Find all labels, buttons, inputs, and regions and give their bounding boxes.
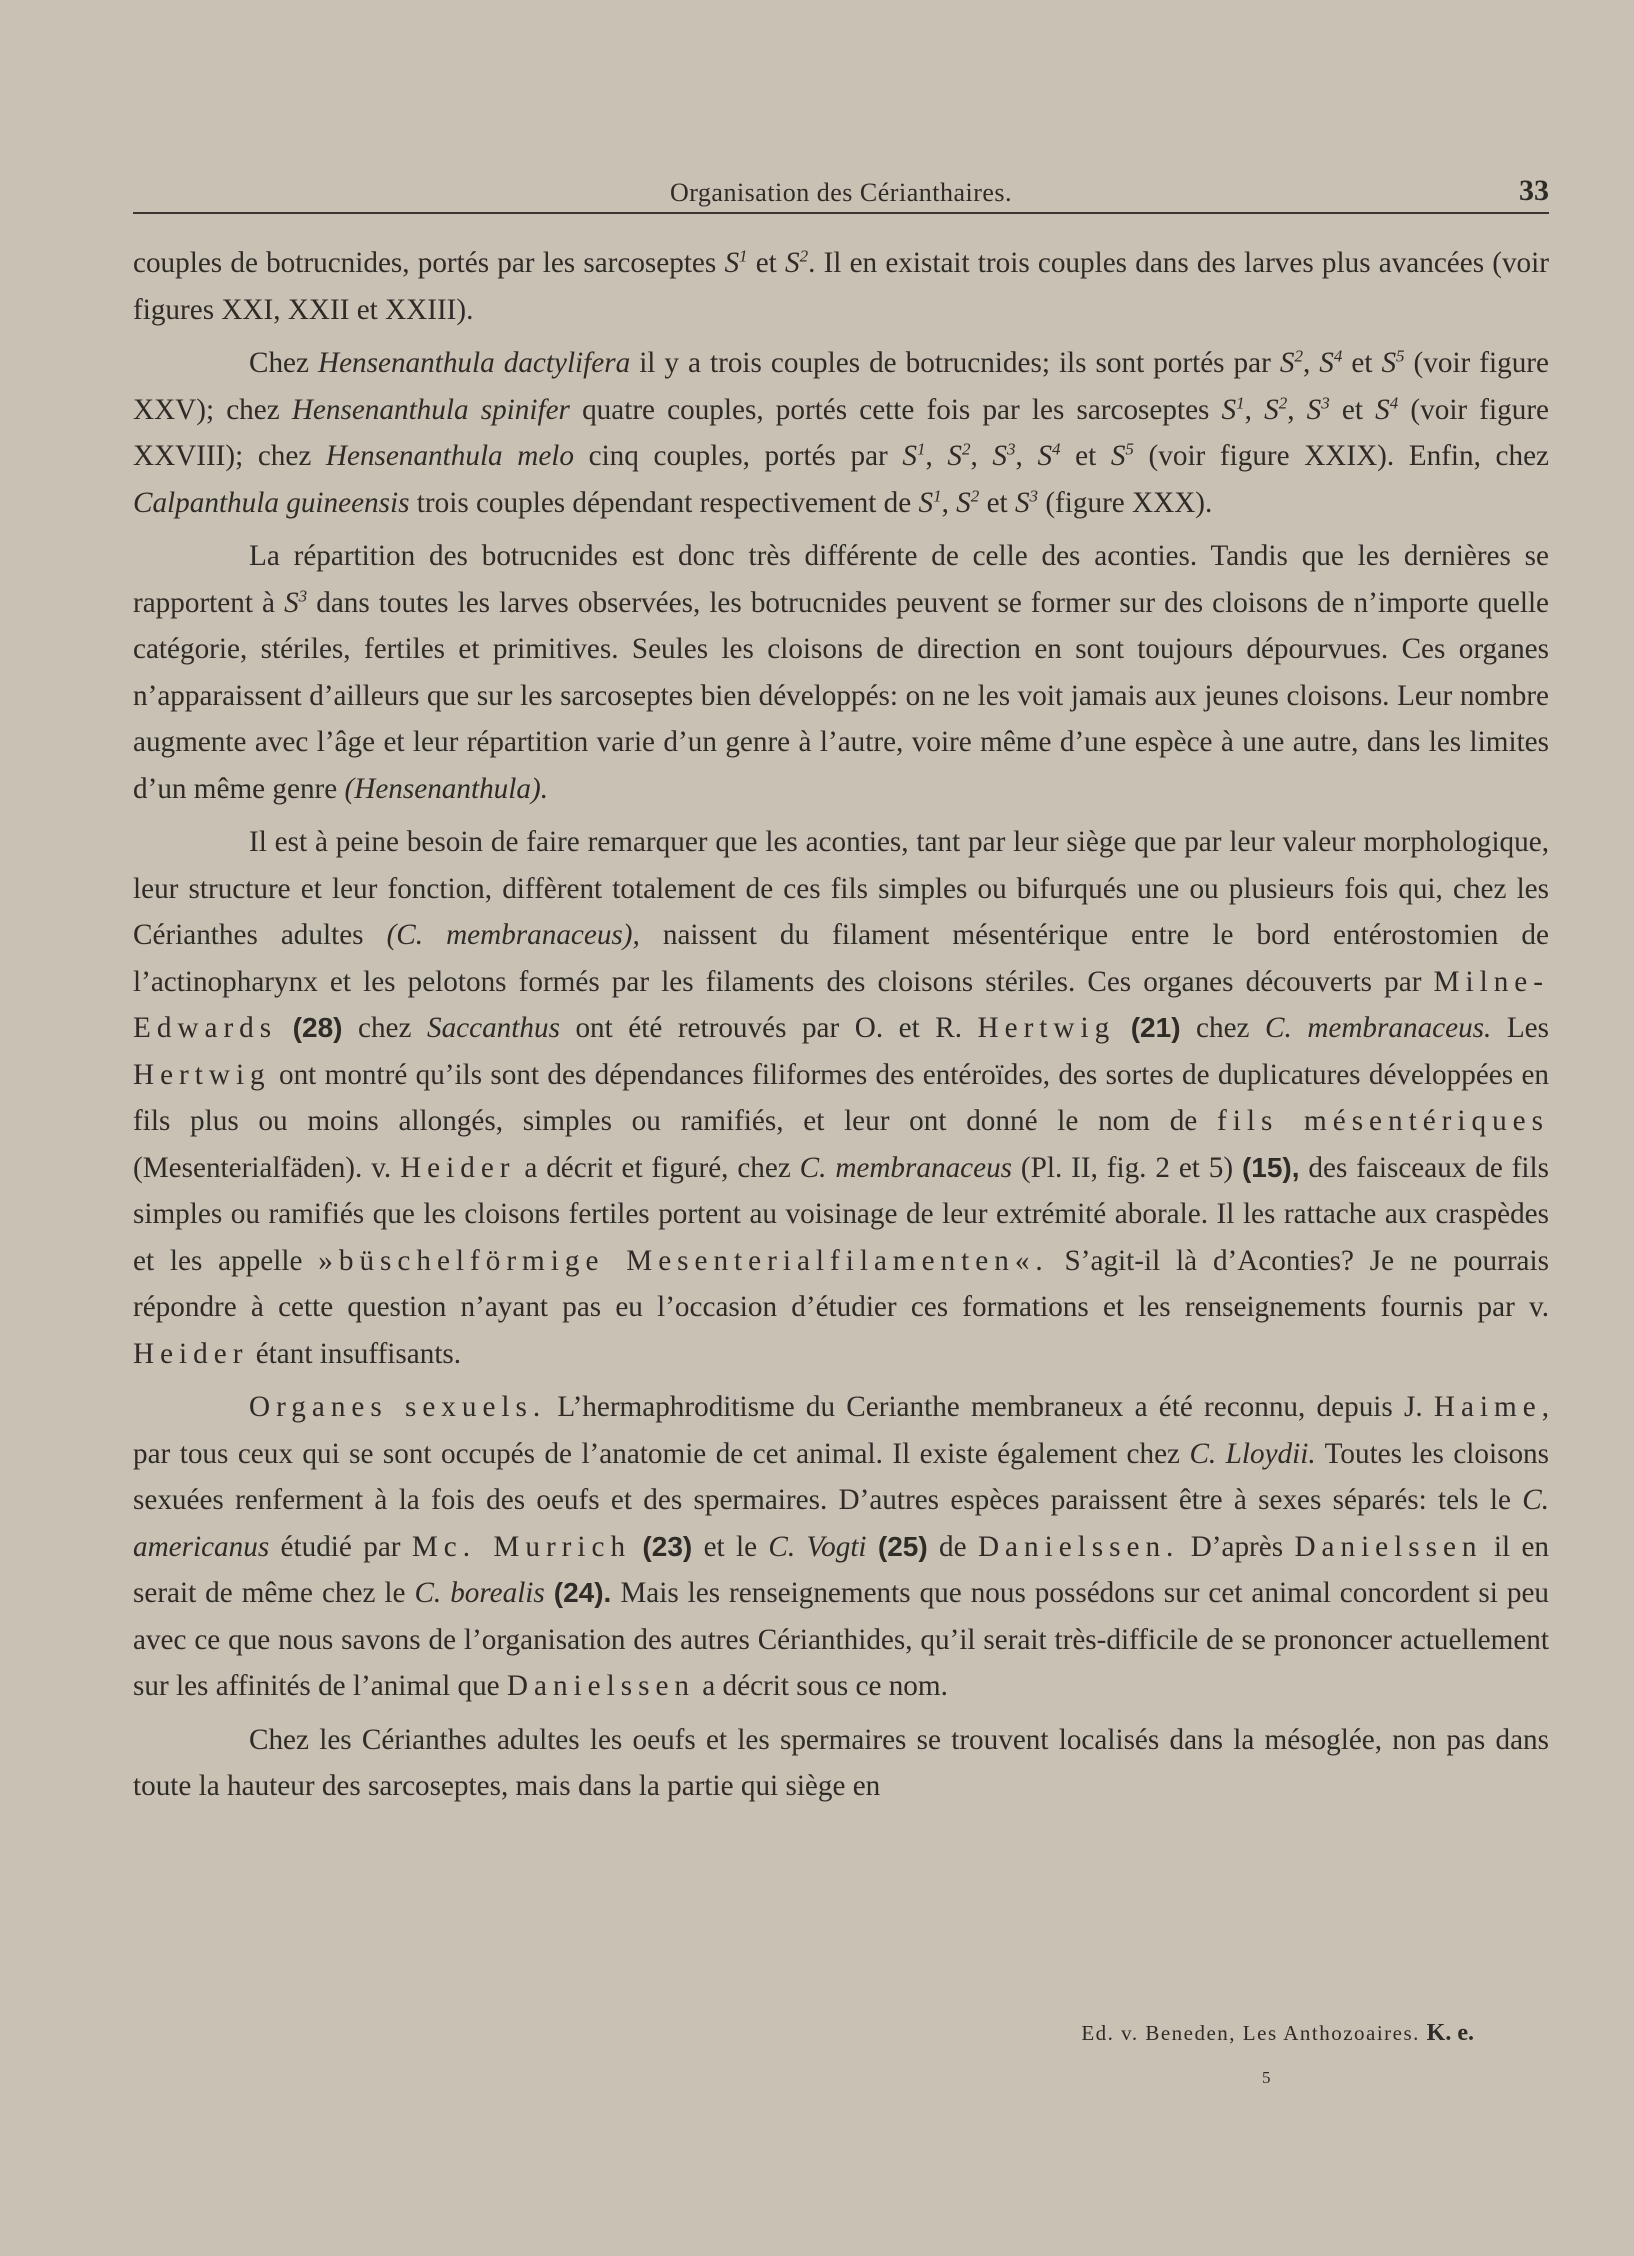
text-run: ont été retrouvés par O. et R. [559, 1012, 978, 1044]
paragraph-5 [133, 1384, 1549, 1710]
paragraph-4 [133, 819, 1549, 1377]
term-spaced: fils mésentériques [1217, 1105, 1549, 1137]
text-run: a décrit et figuré, chez [515, 1151, 800, 1184]
species-name: Calpanthula guineensis [133, 486, 410, 519]
text-run: La répartition des botrucnides est donc très différente de celle des aconties. Tandis que les dernières se rapportent à [133, 540, 1549, 619]
page-number: 33 [1519, 174, 1549, 207]
septum-symbol: S [947, 440, 962, 472]
term-spaced: »büschelförmige Mesenterialfilamenten«. [318, 1244, 1049, 1277]
septum-symbol: S [902, 440, 917, 472]
reference-number: (24). [553, 1577, 612, 1608]
separator: , [970, 440, 993, 472]
text-run: étudié par [269, 1530, 412, 1563]
author-name: Milne-Edwards [133, 965, 1549, 1044]
septum-symbol: S [1037, 440, 1053, 472]
separator: , [925, 440, 948, 472]
paragraph-3 [133, 533, 1549, 812]
septum-index: 1 [1236, 392, 1245, 412]
author-name: Heider [133, 1337, 249, 1370]
text-run: Mais les renseignements que nous possédons sur cet animal concordent si peu avec ce que nous savons de l’organisation des autres Cérianthides, qu’il serait très-difficile de se prononcer actuellement sur les affinités de l’animal que [133, 1577, 1550, 1702]
septum-index: 2 [970, 485, 980, 505]
text-run: il y a trois couples de botrucnides; ils sont portés par [630, 347, 1280, 379]
text-run: S’agit-il là d’Aconties? Je ne pourrais répondre à cette question n’ayant pas eu l’occasion d’étudier ces formations et les renseignements fournis par v. [133, 1244, 1549, 1323]
text-run: chez [342, 1012, 427, 1044]
author-name: Danielssen. [977, 1530, 1180, 1563]
author-name: Heider [400, 1151, 516, 1184]
septum-symbol: S [724, 247, 740, 279]
text-run: Les [1491, 1012, 1549, 1044]
species-name: (Hensenanthula). [344, 772, 548, 805]
reference-number: (28) [292, 1012, 343, 1043]
text-run: naissent du filament mésentérique entre le bord entérostomien de l’actinopharynx et les pelotons formés par les filaments des cloisons stériles. Ces organes découverts par [133, 919, 1549, 998]
septum-symbol: S [918, 486, 934, 519]
septum-index: 5 [1396, 346, 1405, 366]
septum-index: 1 [916, 439, 926, 459]
species-name: C. Vogti [768, 1530, 867, 1563]
reference-number: (21) [1130, 1012, 1181, 1043]
septum-index: 4 [1333, 346, 1343, 366]
species-name: Saccanthus [426, 1012, 560, 1044]
body-text [133, 240, 1549, 1817]
author-name: Hertwig [133, 1058, 271, 1091]
text-run: et le [692, 1530, 769, 1563]
reference-number: (15), [1241, 1151, 1300, 1183]
text-run: (voir figure XXVIII); chez [133, 393, 1549, 472]
text-run: Il est à peine besoin de faire remarquer que les aconties, tant par leur siège que par leur valeur morphologique, leur structure et leur fonction, diffèrent totalement de ces fils simples ou bifurqués une ou plusieurs fois qui, chez les Cérianthes adultes [133, 826, 1549, 951]
septum-index: 4 [1052, 439, 1061, 459]
species-name: (C. membranaceus), [386, 919, 640, 951]
septum-symbol: S [284, 586, 299, 619]
septum-symbol: S [1014, 486, 1030, 519]
text-run: et [747, 247, 785, 279]
septum-symbol: S [1375, 393, 1390, 426]
septum-index: 2 [1294, 346, 1303, 366]
septum-index: 2 [1278, 392, 1288, 412]
paragraph-1 [133, 240, 1549, 333]
text-run: dans toutes les larves observées, les botrucnides peuvent se former sur des cloisons de n’importe quelle catégorie, stériles, fertiles et primitives. Seules les cloisons de direction en sont toujours dépourvues. Ces organes n’apparaissent d’ailleurs que sur les sarcoseptes bien développés: on ne les voit jamais aux jeunes cloisons. Leur nombre augmente avec l’âge et leur répartition varie d’un genre à l’autre, voire même d’une espèce à une autre, dans les limites d’un même genre [133, 586, 1550, 805]
septum-index: 1 [739, 246, 748, 266]
septum-index: 2 [799, 246, 809, 266]
septum-index: 4 [1389, 392, 1399, 412]
text-run: a décrit sous ce nom. [695, 1670, 948, 1702]
text-run: (voir figure XXIX). Enfin, chez [1133, 440, 1550, 472]
text-run: ont montré qu’ils sont des dépendances filiformes des entéroïdes, des sortes de duplicatures développées en fils plus ou moins allongés, simples ou ramifiés, et leur ont donné le nom de [133, 1058, 1549, 1137]
separator: et [1329, 393, 1376, 426]
species-name: C. americanus [133, 1484, 1549, 1563]
footer-signature [1081, 2020, 1474, 2047]
text-run: Toutes les cloisons sexuées renferment à la fois des oeufs et des spermaires. D’autres espèces paraissent être à sexes séparés: tels le [133, 1437, 1549, 1516]
author-name: Mc. Murrich [411, 1530, 632, 1563]
species-name: C. membranaceus. [1265, 1012, 1492, 1044]
signature-mark: K. e. [1426, 2020, 1474, 2046]
septum-symbol: S [1306, 393, 1322, 426]
sheet-number: 5 [1262, 2068, 1271, 2087]
separator: , [1287, 393, 1307, 426]
text-run: des faisceaux de fils simples ou ramifiés que les cloisons fertiles portent au voisinage de leur extrémité aborale. Il les rattache aux craspèdes et les appelle [133, 1151, 1549, 1277]
septum-symbol: S [1264, 393, 1279, 426]
septum-symbol: S [1110, 440, 1126, 472]
separator: et [979, 486, 1015, 519]
text-run: (Mesenterialfäden). v. [133, 1151, 401, 1184]
text-run: (Pl. II, fig. 2 et 5) [1012, 1151, 1242, 1184]
separator: , [1302, 347, 1320, 379]
author-name: Haime [1433, 1391, 1542, 1423]
reference-number: (23) [642, 1530, 693, 1562]
running-header [133, 172, 1549, 214]
text-run: , par tous ceux qui se sont occupés de l’anatomie de cet animal. Il existe également chez [133, 1391, 1549, 1470]
author-name: Danielssen [506, 1670, 695, 1702]
paragraph-2 [133, 340, 1549, 526]
paragraph-6: Chez les Cérianthes adultes les oeufs et les spermaires se trouvent localisés dans la mésoglée, non pas dans toute la hauteur des sarcoseptes, mais dans la partie qui siège en [133, 1723, 1549, 1802]
author-name: Hertwig [977, 1012, 1116, 1044]
reference-number: (25) [877, 1530, 928, 1562]
species-name: Hensenanthula melo [325, 440, 574, 472]
author-name: Danielssen [1294, 1530, 1483, 1563]
separator: , [1244, 393, 1265, 426]
text-run: trois couples dépendant respectivement de [409, 486, 919, 519]
septum-index: 3 [1007, 439, 1016, 459]
section-heading: Organes sexuels. [249, 1391, 547, 1423]
text-run: étant insuffisants. [248, 1337, 462, 1370]
text-run: L’hermaphroditisme du Cerianthe membraneux a été reconnu, depuis J. [546, 1391, 1434, 1423]
separator: , [941, 486, 957, 519]
species-name: Hensenanthula spinifer [291, 393, 570, 426]
text-run: (voir figure XXV); chez [133, 347, 1549, 426]
text-run: de [927, 1530, 978, 1563]
species-name: C. borealis [414, 1577, 545, 1609]
text-run: chez [1180, 1012, 1266, 1044]
species-name: C. Lloydii. [1189, 1437, 1316, 1470]
species-name: C. membranaceus [799, 1151, 1013, 1184]
septum-index: 2 [962, 439, 971, 459]
text-run: quatre couples, portés cette fois par les sarcoseptes [569, 393, 1222, 426]
text-run: Chez [249, 347, 318, 379]
separator: et [1060, 440, 1111, 472]
text-run: D’après [1179, 1530, 1295, 1563]
running-title: Organisation des Cérianthaires. [669, 178, 1013, 207]
septum-symbol: S [992, 440, 1008, 472]
text-run: . Il en existait trois couples dans des larves plus avancées (voir figures XXI, XXII et XXIII). [133, 247, 1549, 326]
septum-symbol: S [784, 247, 800, 279]
septum-symbol: S [1381, 347, 1397, 379]
septum-index: 3 [1029, 485, 1039, 505]
septum-symbol: S [1319, 347, 1334, 379]
separator: , [1015, 440, 1038, 472]
septum-symbol: S [956, 486, 971, 519]
text-run: il en serait de même chez le [133, 1530, 1549, 1609]
septum-symbol: S [1221, 393, 1237, 426]
text-run: couples de botrucnides, portés par les sarcoseptes [133, 247, 725, 279]
text-run: (figure XXX). [1038, 486, 1213, 519]
septum-index: 1 [933, 485, 942, 505]
species-name: Hensenanthula dactylifera [318, 347, 631, 379]
septum-index: 3 [1321, 392, 1330, 412]
separator: et [1342, 347, 1382, 379]
signature-text: Ed. v. Beneden, Les Anthozoaires. [1081, 2021, 1420, 2045]
text-run: cinq couples, portés par [574, 440, 903, 472]
septum-symbol: S [1279, 347, 1295, 379]
septum-index: 3 [298, 585, 308, 605]
septum-index: 5 [1125, 439, 1134, 459]
